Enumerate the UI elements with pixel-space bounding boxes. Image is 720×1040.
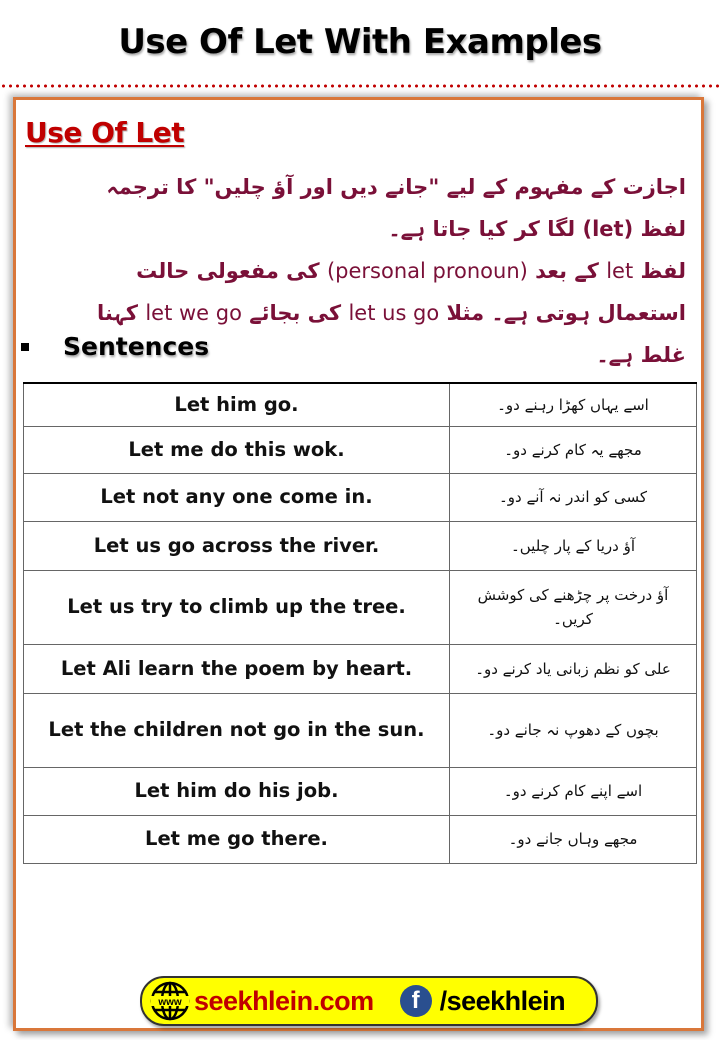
- english-sentence: Let me go there.: [24, 815, 450, 863]
- content-card: [13, 97, 704, 1031]
- urdu-text: لفظ: [633, 259, 686, 283]
- table-row: [24, 383, 697, 426]
- globe-icon: [150, 981, 190, 1021]
- footer-banner: [140, 976, 598, 1026]
- facebook-handle-link[interactable]: /seekhlein: [439, 985, 566, 1016]
- urdu-text: کی مفعولی حالت استعمال ہوتی ہے۔ مثلا: [136, 259, 686, 325]
- table-row: [24, 644, 697, 693]
- dotted-divider: [0, 84, 720, 88]
- urdu-text: کی بجائے: [241, 301, 349, 325]
- correct-example: let us go: [348, 301, 440, 325]
- urdu-translation: آؤ دریا کے پار چلیں۔: [450, 521, 697, 570]
- section-title: Use Of Let: [25, 116, 185, 149]
- table-row: [24, 693, 697, 767]
- english-sentence: Let me do this wok.: [24, 426, 450, 473]
- let-word: let: [606, 259, 634, 283]
- urdu-translation: مجھے وہاں جانے دو۔: [450, 815, 697, 863]
- sentences-heading: [21, 332, 209, 361]
- urdu-text: کے بعد: [527, 259, 607, 283]
- urdu-translation: آؤ درخت پر چڑھنے کی کوشش کریں۔: [450, 570, 697, 644]
- square-bullet-icon: [21, 343, 29, 351]
- urdu-text: کہنا غلط ہے۔: [97, 301, 686, 367]
- page-title: Use Of Let With Examples: [118, 22, 602, 62]
- english-sentence: Let him do his job.: [24, 767, 450, 815]
- website-link[interactable]: seekhlein.com: [194, 985, 374, 1016]
- table-row: [24, 473, 697, 521]
- english-sentence: Let Ali learn the poem by heart.: [24, 644, 450, 693]
- table-row: [24, 521, 697, 570]
- english-sentence: Let him go.: [24, 383, 450, 426]
- table-row: [24, 426, 697, 473]
- english-sentence: Let us go across the river.: [24, 521, 450, 570]
- sentences-label: Sentences: [63, 332, 210, 361]
- english-sentence: Let not any one come in.: [24, 473, 450, 521]
- english-sentence: Let us try to climb up the tree.: [24, 570, 450, 644]
- urdu-translation: اسے یہاں کھڑا رہنے دو۔: [450, 383, 697, 426]
- wrong-example: let we go: [145, 301, 242, 325]
- urdu-translation: اسے اپنے کام کرنے دو۔: [450, 767, 697, 815]
- urdu-translation: کسی کو اندر نہ آنے دو۔: [450, 473, 697, 521]
- table-row: [24, 767, 697, 815]
- english-sentence: Let the children not go in the sun.: [24, 693, 450, 767]
- table-row: [24, 570, 697, 644]
- table-row: [24, 815, 697, 863]
- urdu-translation: علی کو نظم زبانی یاد کرنے دو۔: [450, 644, 697, 693]
- personal-pronoun-term: (personal pronoun): [326, 259, 528, 283]
- facebook-icon: f: [400, 985, 432, 1017]
- urdu-translation: بچوں کے دھوپ نہ جانے دو۔: [450, 693, 697, 767]
- svg-text:www: www: [158, 997, 182, 1008]
- urdu-line-1: اجازت کے مفہوم کے لیے "جانے دیں اور آؤ چلیں" کا ترجمہ لفظ (let) لگا کر کیا جاتا ہے۔: [106, 175, 686, 241]
- examples-table: [23, 382, 697, 864]
- urdu-translation: مجھے یہ کام کرنے دو۔: [450, 426, 697, 473]
